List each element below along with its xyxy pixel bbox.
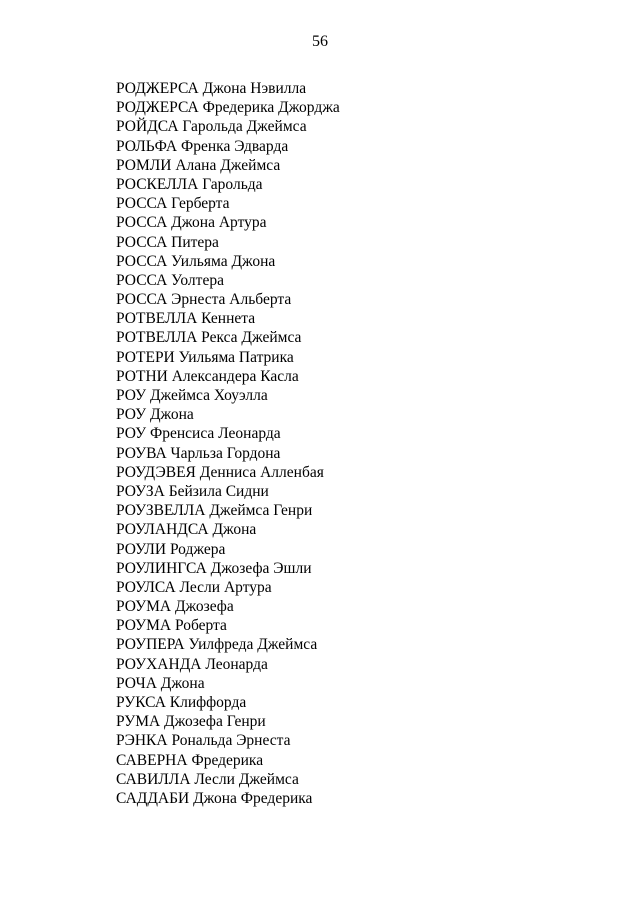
list-item: РОУЛИНГСА Джозефа Эшли [116, 559, 312, 577]
list-item: РОУЛИ Роджера [116, 540, 226, 558]
list-item: РОЛЬФА Френка Эдварда [116, 137, 289, 155]
list-item: РОУДЭВЕЯ Денниса Алленбая [116, 463, 324, 481]
list-item: РОУМА Роберта [116, 617, 227, 635]
list-item: РОССА Уолтера [116, 271, 224, 289]
list-item: РОССА Джона Артура [116, 214, 267, 232]
list-item: РОЧА Джона [116, 674, 205, 692]
list-item: РОЙДСА Гарольда Джеймса [116, 118, 307, 136]
list-item: РОТВЕЛЛА Рекса Джеймса [116, 329, 302, 347]
list-item: РОУ Джона [116, 406, 194, 424]
list-item: РОУЗВЕЛЛА Джеймса Генри [116, 502, 313, 520]
list-item: САДДАБИ Джона Фредерика [116, 789, 313, 807]
list-item: РОУ Джеймса Хоуэлла [116, 387, 268, 404]
list-item: РОУ Френсиса Леонарда [116, 425, 281, 443]
list-item: РОССА Уильяма Джона [116, 252, 276, 270]
list-item: САВИЛЛА Лесли Джеймса [116, 770, 299, 788]
list-item: РУМА Джозефа Генри [116, 713, 266, 731]
list-item: РОТЕРИ Уильяма Патрика [116, 348, 294, 366]
list-item: РОСКЕЛЛА Гарольда [116, 175, 263, 193]
list-item: РОУЗА Бейзила Сидни [116, 482, 269, 500]
page-number: 56 [312, 33, 328, 50]
list-item: РОТНИ Александера Касла [116, 367, 299, 385]
list-item: РОДЖЕРСА Джона Нэвилла [116, 80, 307, 97]
list-item: РОДЖЕРСА Фредерика Джорджа [116, 99, 340, 117]
list-item: РОУПЕРА Уилфреда Джеймса [116, 636, 318, 654]
list-item: РОМЛИ Алана Джеймса [116, 156, 281, 174]
list-item: РОУЛАНДСА Джона [116, 521, 257, 539]
name-list [116, 79, 340, 808]
list-item: РОССА Эрнеста Альберта [116, 291, 292, 309]
list-item: РОУХАНДА Леонарда [116, 655, 268, 673]
list-item: РОУЛСА Лесли Артура [116, 578, 272, 596]
list-item: САВЕРНА Фредерика [116, 751, 264, 769]
list-item: РОУМА Джозефа [116, 598, 234, 616]
list-item: РОССА Герберта [116, 195, 230, 213]
list-item: РОУВА Чарльза Гордона [116, 444, 281, 462]
list-item: РЭНКА Рональда Эрнеста [116, 732, 291, 750]
list-item: РОССА Питера [116, 233, 219, 251]
list-item: РОТВЕЛЛА Кеннета [116, 310, 256, 328]
list-item: РУКСА Клиффорда [116, 694, 247, 711]
